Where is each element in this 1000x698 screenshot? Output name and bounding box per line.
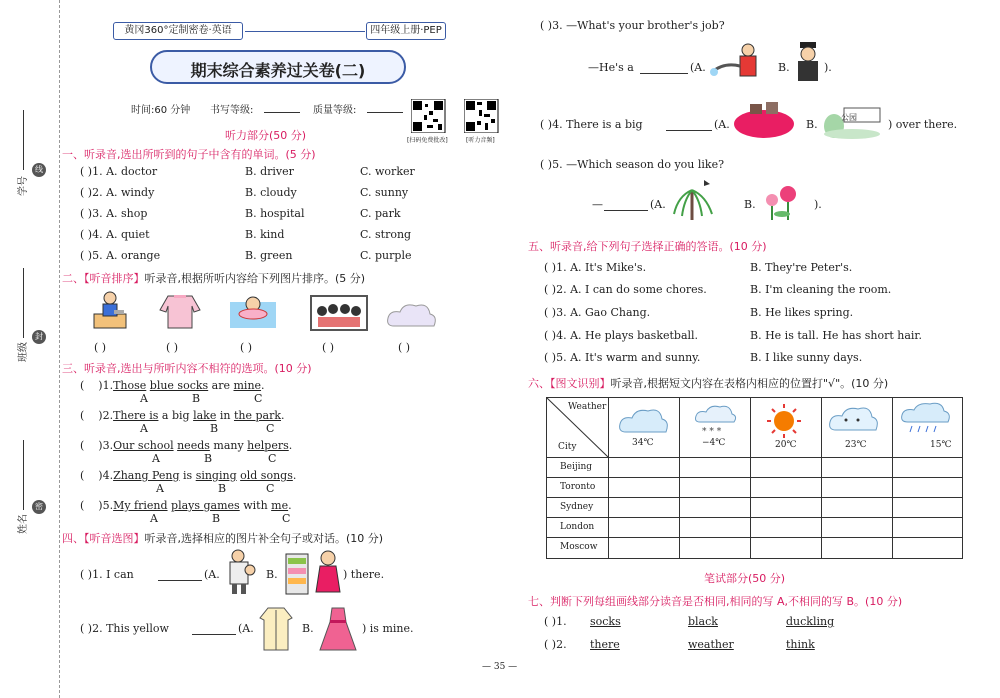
seal-badge-1: 线 [32,163,46,177]
s5-q3-b: B. He likes spring. [750,306,854,319]
table-col-rule [750,397,751,559]
table-col-rule [679,397,680,559]
grade-box: 四年级上册·PEP [366,22,446,40]
s4-q1-b-label: B. [266,568,278,581]
s1-q5-b: B. green [245,249,293,262]
brand-box: 黄冈360°定制密卷·英语 [113,22,243,40]
s3-q5-label-a: A [150,512,158,525]
s4-q4-b-label: B. [806,118,818,131]
s1-q5-c: C. purple [360,249,412,262]
s3-q5-label-c: C [282,512,291,525]
s3-q1-label-b: B [192,392,201,405]
s1-q4-c: C. strong [360,228,412,241]
s1-q3-b: B. hospital [245,207,305,220]
s4-q2-a-label: (A. [238,622,254,635]
city-beijing: Beijing [560,462,593,472]
temp-snowy: −4℃ [702,438,726,448]
s1-q1-stem: ( )1. A. doctor [80,165,158,178]
section-2-title: 二、【听音排序】听录音,根据所听内容给下列图片排序。(5 分) [62,272,366,285]
s4-q3-end: ). [824,61,832,74]
s1-q4-stem: ( )4. A. quiet [80,228,150,241]
s4-q3-blank [640,73,688,74]
s5-q3-a: ( )3. A. Gao Chang. [544,306,651,319]
seal-badge-3: 密 [32,500,46,514]
class-line [23,268,24,338]
windy-icon [826,402,878,438]
s4-q4-a-label: (A. [714,118,730,131]
s1-q2-stem: ( )2. A. windy [80,186,155,199]
name-label: 姓名 [18,514,29,534]
flowers-picture [758,178,808,222]
table-weather-header: Weather [568,402,607,412]
farm-picture [732,96,796,140]
s7-q2-w1: there [590,638,620,651]
s4-q5-blank [604,210,648,211]
s7-q1-w2: black [688,615,718,628]
s7-q2-w2: weather [688,638,734,651]
svg-text:* * *: * * * [702,427,722,437]
s7-q2-w3: think [786,638,815,651]
city-toronto: Toronto [560,482,596,492]
quality-grade-label: 质量等级: [313,105,357,116]
s3-q4-label-a: A [156,482,164,495]
working-man-picture [90,290,130,330]
s1-q3-stem: ( )3. A. shop [80,207,148,220]
city-sydney: Sydney [560,502,594,512]
listening-section-title: 听力部分(50 分) [225,129,307,142]
sweater-picture [158,292,202,330]
writing-section-title: 笔试部分(50 分) [704,572,786,585]
s3-q3-label-c: C [268,452,277,465]
coat-picture [256,604,296,652]
section-3-title: 三、听录音,选出与所听内容不相符的选项。(10 分) [62,362,312,375]
s3-q1-label-c: C [254,392,263,405]
s4-q3-stem: ( )3. —What's your brother's job? [540,19,725,32]
name-line [23,440,24,510]
s1-q3-c: C. park [360,207,401,220]
s3-q3: ( )3.Our school needs many helpers. [80,439,293,452]
s7-q2-stem: ( )2. [544,638,567,651]
s4-q3-b-label: B. [778,61,790,74]
s4-q4-blank [666,130,712,131]
s3-q2-label-c: C [266,422,275,435]
section-1-title: 一、听录音,选出所听到的句子中含有的单词。(5 分) [62,148,316,161]
writing-grade-label: 书写等级: [210,105,254,116]
s3-q3-label-b: B [204,452,213,465]
section-5-title: 五、听录音,给下列句子选择正确的答语。(10 分) [528,240,767,253]
cloud-picture [384,298,438,332]
s4-q1-blank [158,580,202,581]
binding-strip [0,0,60,698]
s1-q4-b: B. kind [245,228,285,241]
s2-paren-4: ( ) [322,341,335,354]
s3-q2-label-b: B [210,422,219,435]
s3-q4-label-b: B [218,482,227,495]
s4-q2-stem: ( )2. This yellow [80,622,169,635]
s3-q4: ( )4.Zhang Peng is singing old songs. [80,469,297,482]
s5-q2-a: ( )2. A. I can do some chores. [544,283,707,296]
shop-woman-picture [284,548,344,596]
s4-q2-b-label: B. [302,622,314,635]
temp-sunny: 20℃ [775,440,797,450]
section-7-title: 七、判断下列每组画线部分读音是否相同,相同的写 A,不相同的写 B。(10 分) [528,595,903,608]
s7-q1-stem: ( )1. [544,615,567,628]
s5-q5-b: B. I like sunny days. [750,351,863,364]
swimming-picture [230,292,276,330]
s4-q1-stem: ( )1. I can [80,568,134,581]
section-6-title: 六、【图文识别】听录音,根据短文内容在表格内相应的位置打"√"。(10 分) [528,377,889,390]
qr-code-icon[interactable] [464,99,500,133]
temp-windy: 23℃ [845,440,867,450]
s2-paren-1: ( ) [94,341,107,354]
class-label: 班级 [18,342,29,362]
s7-q1-w3: duckling [786,615,835,628]
s1-q2-b: B. cloudy [245,186,297,199]
section-4-title: 四、【听音选图】听录音,选择相应的图片补全句子或对话。(10 分) [62,532,384,545]
qr-code-icon[interactable] [411,99,447,133]
header-rule [245,31,365,32]
temp-cloudy: 34℃ [632,438,654,448]
s4-q5-b-label: B. [744,198,756,211]
qr-2-caption: [听力音频] [466,137,495,144]
park-sign: 公园 [841,113,857,122]
s3-q3-label-a: A [152,452,160,465]
s3-q4-label-c: C [266,482,275,495]
s4-q5-a-label: (A. [650,198,666,211]
s7-q1-w1: socks [590,615,621,628]
s2-paren-5: ( ) [398,341,411,354]
s5-q4-b: B. He is tall. He has short hair. [750,329,922,342]
table-col-rule [608,397,609,559]
cloudy-icon [616,402,672,436]
s4-q4-end: ) over there. [888,118,958,131]
s4-q4-stem: ( )4. There is a big [540,118,643,131]
s4-q5-stem: ( )5. —Which season do you like? [540,158,724,171]
dress-picture [318,604,358,652]
qr-1-caption: [扫码免费批改] [407,137,448,144]
table-city-header: City [558,442,577,452]
s3-q1: ( )1.Those blue socks are mine. [80,379,265,392]
city-moscow: Moscow [560,542,598,552]
s3-q5-label-b: B [212,512,221,525]
page-title: 期末综合素养过关卷(二) [190,61,366,80]
s1-q2-c: C. sunny [360,186,409,199]
temp-rainy: 15℃ [930,440,952,450]
quality-grade-blank [367,112,403,113]
student-no-line [23,110,24,170]
s4-q1-a-label: (A. [204,568,220,581]
police-picture [792,40,824,84]
student-no-label: 学号 [18,176,29,196]
firefighter-picture [708,42,762,84]
s5-q1-b: B. They're Peter's. [750,261,853,274]
willow-tree-picture [668,176,718,222]
s5-q1-a: ( )1. A. It's Mike's. [544,261,647,274]
s5-q2-b: B. I'm cleaning the room. [750,283,892,296]
nurse-baby-picture [222,548,262,596]
snowy-icon [692,402,738,438]
s2-paren-3: ( ) [240,341,253,354]
s4-q2-end: ) is mine. [362,622,414,635]
s4-q3-a-label: (A. [690,61,706,74]
s1-q1-b: B. driver [245,165,294,178]
rainy-icon [898,400,958,442]
seal-badge-2: 封 [32,330,46,344]
table-col-rule [821,397,822,559]
sunny-icon [764,402,804,440]
s1-q1-c: C. worker [360,165,415,178]
s3-q5: ( )5.My friend plays games with me. [80,499,292,512]
city-london: London [560,522,595,532]
s4-q2-blank [192,634,236,635]
s4-q3-he: —He's a [588,61,634,74]
s1-q5-stem: ( )5. A. orange [80,249,161,262]
time-text: 时间:60 分钟 [131,105,191,116]
s5-q4-a: ( )4. A. He plays basketball. [544,329,699,342]
family-photo-picture [310,293,368,331]
s4-q5-dash: — [592,198,603,211]
writing-grade-blank [264,112,300,113]
s3-q2: ( )2.There is a big lake in the park. [80,409,285,422]
page-number: — 35 — [482,662,518,672]
table-col-rule [892,397,893,559]
s3-q1-label-a: A [140,392,148,405]
s4-q1-end: ) there. [343,568,385,581]
s3-q2-label-a: A [140,422,148,435]
s4-q5-end: ). [814,198,822,211]
s5-q5-a: ( )5. A. It's warm and sunny. [544,351,701,364]
s2-paren-2: ( ) [166,341,179,354]
